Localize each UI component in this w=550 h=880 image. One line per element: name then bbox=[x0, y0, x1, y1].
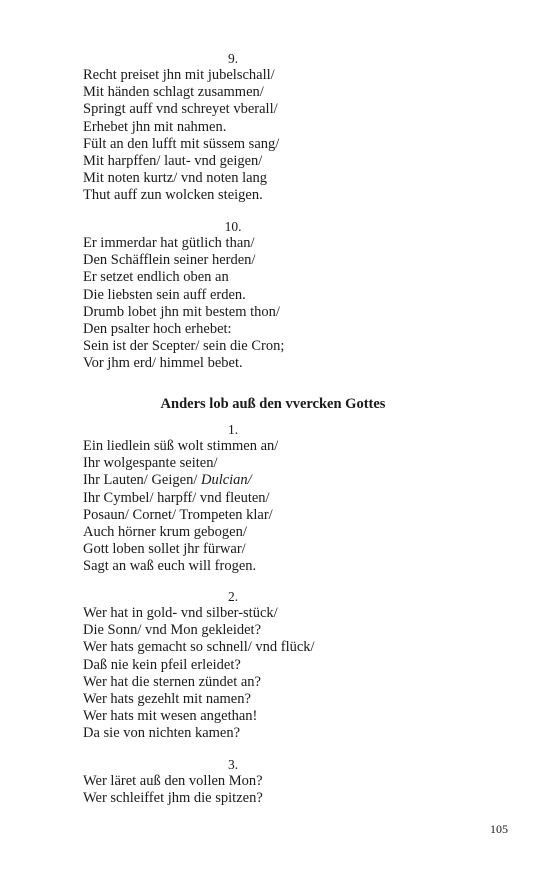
italic-word: Dulcian/ bbox=[200, 472, 252, 489]
stanza-10 bbox=[83, 218, 403, 373]
verse-line: Wer hats mit wesen angethan! bbox=[83, 708, 258, 725]
verse-line: Mit noten kurtz/ vnd noten lang bbox=[83, 170, 268, 187]
verse-line: Wer hat in gold- vnd silber-stück/ bbox=[83, 605, 278, 621]
verse-line: Den psalter hoch erhebet: bbox=[83, 321, 232, 338]
verse-line: Erhebet jhn mit nahmen. bbox=[83, 118, 227, 135]
verse-line: Springt auff vnd schreyet vberall/ bbox=[83, 101, 278, 118]
verse-line: Da sie von nichten kamen? bbox=[83, 725, 241, 742]
stanza-9 bbox=[83, 50, 403, 205]
verse-line: Recht preiset jhn mit jubelschall/ bbox=[83, 67, 275, 83]
stanza-number: 2. bbox=[227, 589, 239, 604]
verse-line: Wer hat die sternen zündet an? bbox=[83, 673, 261, 690]
verse-line: Sein ist der Scepter/ sein die Cron; bbox=[83, 338, 285, 355]
verse-line: Wer hats gemacht so schnell/ vnd flück/ bbox=[83, 639, 315, 656]
verse-line bbox=[83, 472, 403, 489]
page-number: 105 bbox=[490, 822, 508, 836]
verse-line: Drumb lobet jhn mit bestem thon/ bbox=[83, 303, 280, 320]
verse-line: Sagt an waß euch will frogen. bbox=[83, 558, 257, 575]
verse-line: Er setzet endlich oben an bbox=[83, 269, 229, 286]
stanza-number: 9. bbox=[227, 51, 239, 66]
verse-line: Fült an den lufft mit süssem sang/ bbox=[83, 135, 280, 152]
verse-line: Ihr wolgespante seiten/ bbox=[83, 455, 218, 472]
verse-line-text: Ihr Lauten/ Geigen/ bbox=[83, 472, 201, 489]
stanza-3 bbox=[83, 756, 403, 807]
stanza-number: 10. bbox=[224, 219, 242, 234]
verse-line: Posaun/ Cornet/ Trompeten klar/ bbox=[83, 506, 273, 523]
stanza-number: 3. bbox=[227, 757, 239, 772]
verse-line: Daß nie kein pfeil erleidet? bbox=[83, 656, 241, 673]
verse-line: Ein liedlein süß wolt stimmen an/ bbox=[83, 438, 279, 454]
verse-line: Wer schleiffet jhm die spitzen? bbox=[83, 790, 263, 807]
stanza-2 bbox=[83, 588, 403, 743]
verse-line: Die Sonn/ vnd Mon gekleidet? bbox=[83, 622, 262, 639]
verse-line: Thut auff zun wolcken steigen. bbox=[83, 187, 263, 204]
verse-line: Gott loben sollet jhr fürwar/ bbox=[83, 541, 246, 558]
verse-line: Auch hörner krum gebogen/ bbox=[83, 524, 247, 541]
verse-line: Er immerdar hat gütlich than/ bbox=[83, 235, 255, 251]
verse-line: Die liebsten sein auff erden. bbox=[83, 286, 246, 303]
verse-line: Wer hats gezehlt mit namen? bbox=[83, 691, 251, 708]
verse-line: Den Schäfflein seiner herden/ bbox=[83, 252, 256, 269]
verse-line: Mit händen schlagt zusammen/ bbox=[83, 84, 264, 101]
verse-line: Vor jhm erd/ himmel bebet. bbox=[83, 355, 243, 372]
section-title: Anders lob auß den vvercken Gottes bbox=[160, 396, 386, 412]
verse-line: Ihr Cymbel/ harpff/ vnd fleuten/ bbox=[83, 489, 270, 506]
stanza-1 bbox=[83, 421, 403, 576]
stanza-number: 1. bbox=[227, 422, 239, 437]
verse-line: Wer läret auß den vollen Mon? bbox=[83, 773, 263, 789]
verse-line: Mit harpffen/ laut- vnd geigen/ bbox=[83, 153, 263, 170]
